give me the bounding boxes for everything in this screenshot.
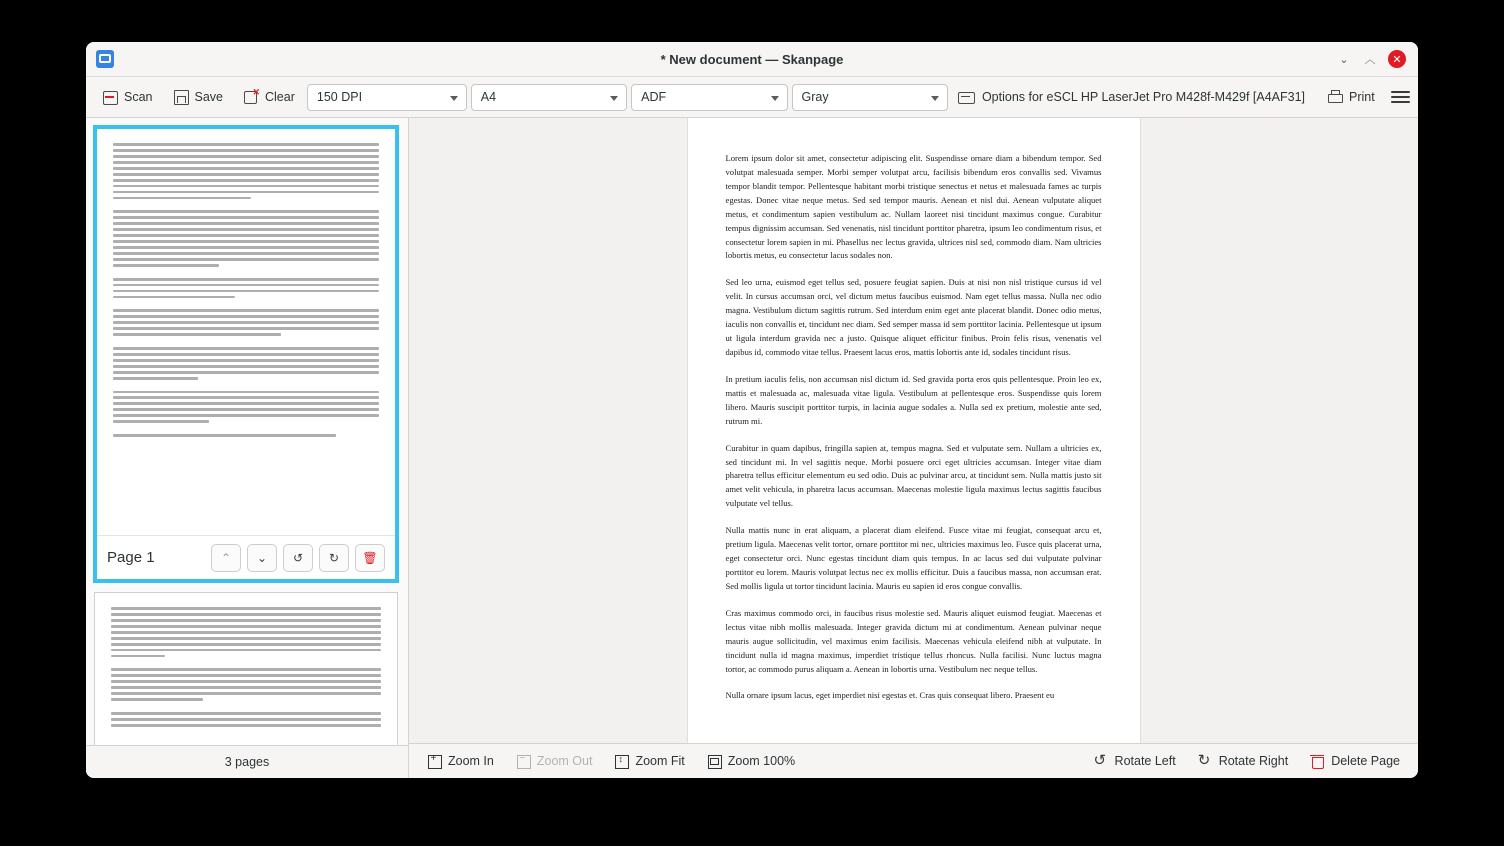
device-options-label: Options for eSCL HP LaserJet Pro M428f-M429f [A4AF31] [981, 90, 1306, 104]
rotate-left-icon [1094, 754, 1109, 769]
title-bar [86, 42, 1418, 77]
zoom-out-label: Zoom Out [536, 754, 593, 768]
thumbnail-page-2[interactable] [94, 592, 398, 745]
zoom-fit-label: Zoom Fit [635, 754, 685, 768]
delete-page-statusbar-button[interactable] [1302, 750, 1408, 773]
thumbnail-page-1-footer [97, 535, 395, 579]
rotate-left-label: Rotate Left [1114, 754, 1176, 768]
viewer-statusbar [409, 743, 1418, 778]
zoom-fit-icon [614, 754, 629, 769]
zoom-in-icon [427, 754, 442, 769]
main-toolbar [86, 77, 1418, 118]
page-label: Page 1 [107, 549, 155, 566]
document-paragraph: Cras maximus commodo orci, in faucibus risus molestie sed. Mauris aliquet euismod feugiat. Maecenas et lectus vitae nibh mollis malesuada. Integer gravida dictum mi at condimentum. Aenean pulvinar neque mauris augue sollicitudin, vel maximus enim facilisis. Maecenas vehicula eleifend nibh at vulputate. In tincidunt nulla id magna maximus, imperdiet tristique tellus rhoncus. Nulla facilisi. Nunc luctus magna tortor, ac commodo purus aliquam a. Aenean in lobortis urna. Vestibulum nec neque tellus. [725, 607, 1102, 674]
thumbnail-page-1[interactable] [94, 126, 398, 582]
zoom-fit-button[interactable] [606, 750, 692, 773]
hamburger-menu-icon[interactable] [1391, 86, 1410, 108]
scanner-app-icon [96, 50, 114, 68]
clear-button[interactable] [235, 85, 303, 109]
paper-size-select[interactable] [471, 84, 627, 111]
scan-button-label: Scan [124, 90, 153, 104]
rotate-page-right-button[interactable]: ↻ [319, 544, 349, 572]
zoom-out-icon [516, 754, 531, 769]
print-button-label: Print [1349, 90, 1375, 104]
zoom-in-label: Zoom In [448, 754, 494, 768]
document-paragraph: Nulla mattis nunc in erat aliquam, a placerat diam eleifend. Fusce vitae mi feugiat, consequat arcu et, pretium ligula. Maecenas velit tortor, ornare porttitor mi nec, ultricies maximus leo. Fusce quis placerat urna, eget consectetur orci. Nunc egestas tincidunt diam quis tempus. In ac lacus sed dui vulputate pulvinar porttitor eu lorem. Mauris volutpat lectus nec ex mollis efficitur. Duis a faucibus massa, non accumsan erat. Sed mollis ligula ut tortor tincidunt lacinia. Mauris eu sapien id eros congue convallis. [725, 525, 1102, 591]
window-controls [1336, 50, 1412, 68]
clear-button-label: Clear [265, 90, 295, 104]
thumbnail-list[interactable] [86, 118, 408, 745]
move-page-down-button[interactable]: ⌄ [247, 544, 277, 572]
page-actions [211, 544, 385, 572]
move-page-up-button[interactable]: ⌃ [211, 544, 241, 572]
page-thumbnail-sidebar [86, 118, 409, 778]
document-paragraph: Curabitur in quam dapibus, fringilla sapien at, tempus magna. Sed et vulputate sem. Nullam a ultricies ex, sed tincidunt mi. In vel sagittis neque. Morbi posuere orci eget ultricies accumsan. Integer vitae diam pharetra tellus efficitur elementum eu sed odio. Duis ac pulvinar arcu, at tincidunt sem. Nulla mattis justo sit amet velit vehicula, in pharetra lacus accumsan. Maecenas molestie ligula maximus lectus sagittis faucibus vulputate vel tellus. [725, 442, 1102, 509]
scan-button[interactable] [94, 85, 161, 109]
document-paragraph: In pretium iaculis felis, non accumsan nisl dictum id. Sed gravida porta eros quis pellentesque. Proin leo ex, mattis et malesuada ac, malesuada vitae ligula. Vestibulum at pellentesque eros. Suspendisse quis lorem libero. Mauris suscipit porttitor turpis, in lacinia augue sodales a. Nulla sed ex pretium, molestie ante sed, rutrum mi. [725, 373, 1102, 426]
zoom-out-button[interactable] [508, 750, 601, 773]
clear-icon [243, 89, 259, 105]
page-count-status: 3 pages [86, 745, 408, 778]
device-options-button[interactable] [952, 85, 1311, 109]
resolution-value: 150 DPI [316, 90, 363, 104]
window-title: * New document — Skanpage [660, 51, 844, 67]
source-value: ADF [641, 90, 667, 104]
print-button[interactable] [1319, 85, 1383, 109]
rotate-right-label: Rotate Right [1218, 754, 1289, 768]
thumbnail-page-2-preview [95, 593, 397, 745]
document-paragraph: Lorem ipsum dolor sit amet, consectetur adipiscing elit. Suspendisse ornare diam a bibendum tempor. Sed volutpat malesuada semper. Morbi semper volutpat arcu, facilisis bibendum eros convallis sed. Vivamus tempor blandit tempor. Pellentesque habitant morbi tristique senectus et netus et malesuada fames ac turpis egestas. Donec vitae neque metus. Sed sed tempor mauris. Aenean et nisl dui. Aenean vulputate aliquet metus, et condimentum sapien vestibulum ac. Nullam laoreet nisi tincidunt maximus congue. Curabitur tempus dignissim accumsan. Sed venenatis, nisl tincidunt porttitor pharetra, ipsum leo condimentum risus, et consectetur lorem sapien in mi. Phasellus nec lectus gravida, ultrices nisl sed, commodo diam. Nam ultricies lobortis metus, eu consectetur lacus sodales non. [725, 153, 1102, 261]
zoom-100-icon [707, 754, 722, 769]
rotate-right-button[interactable] [1190, 750, 1296, 773]
zoom-100-button[interactable] [699, 750, 803, 773]
scan-icon [102, 89, 118, 105]
zoom-100-label: Zoom 100% [727, 754, 796, 768]
scanned-page-preview [688, 118, 1140, 743]
paper-size-value: A4 [480, 90, 497, 104]
save-icon [173, 89, 189, 105]
document-paragraph: Nulla ornare ipsum lacus, eget imperdiet nisi egestas et. Cras quis consequat libero. Praesent eu [725, 690, 1055, 701]
zoom-in-button[interactable] [419, 750, 502, 773]
close-icon[interactable]: ✕ [1388, 50, 1406, 68]
save-button[interactable] [165, 85, 232, 109]
resolution-select[interactable] [307, 84, 467, 111]
skanpage-window [86, 42, 1418, 778]
document-paragraph: Sed leo urna, euismod eget tellus sed, posuere feugiat sapien. Duis at nisi non nisl tristique cursus id vel velit. In cursus accumsan orci, vel dictum metus faucibus euismod. Nam eget tellus massa. Nulla nec odio magna. Vestibulum dictum sagittis rutrum. Sed interdum enim eget ante placerat blandit. Donec odio metus, iaculis non convallis et, tincidunt nec diam. Sed semper massa id sem porttitor lacinia. Pellentesque ut ipsum ut ligula interdum gravida nec a justo. Quisque aliquet efficitur finibus. Proin felis risus, venenatis vel dapibus id, commodo vitae tellus. Praesent lacus eros, mattis lobortis ante id, sodales tincidunt risus. [725, 277, 1102, 357]
color-mode-value: Gray [801, 90, 829, 104]
scanner-device-icon [958, 89, 974, 105]
thumbnail-page-1-preview [97, 129, 395, 462]
trash-icon [1310, 754, 1325, 769]
viewer-area [409, 118, 1418, 778]
source-select[interactable] [631, 84, 787, 111]
print-icon [1327, 89, 1343, 105]
save-button-label: Save [194, 90, 223, 104]
delete-page-label: Delete Page [1331, 754, 1400, 768]
page-viewer[interactable] [409, 118, 1418, 743]
maximize-icon[interactable]: ︿ [1364, 54, 1376, 66]
minimize-icon[interactable]: ⌄ [1339, 53, 1349, 66]
rotate-right-icon [1198, 754, 1213, 769]
color-mode-select[interactable] [792, 84, 948, 111]
delete-page-button[interactable]: 🗑 [355, 544, 385, 572]
rotate-page-left-button[interactable]: ↺ [283, 544, 313, 572]
rotate-left-button[interactable] [1086, 750, 1184, 773]
window-body [86, 118, 1418, 778]
